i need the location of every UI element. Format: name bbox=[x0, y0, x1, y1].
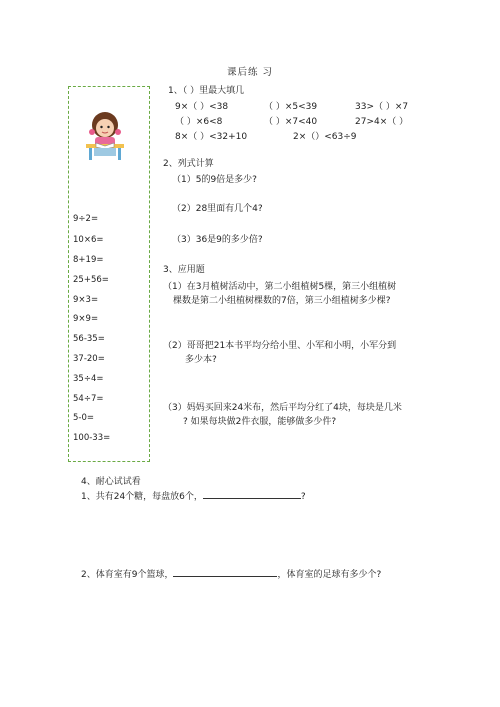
question-text: 2、体育室有9个篮球， bbox=[81, 570, 174, 580]
question-1 bbox=[81, 489, 306, 502]
word-problem-line: ? 如果每块做2件衣服，能够做多少件? bbox=[183, 417, 337, 427]
question-text: 1、共有24个糖，每盘放6个， bbox=[81, 492, 203, 502]
drill-item: 9÷2= bbox=[73, 214, 99, 224]
answer-blank[interactable] bbox=[203, 489, 301, 499]
drill-item: 56-35= bbox=[73, 334, 105, 344]
drill-item: 100-33= bbox=[73, 433, 111, 443]
fill-item: 27>4×（ ） bbox=[355, 117, 409, 127]
drill-item: 9×3= bbox=[73, 295, 99, 305]
drill-item: 35÷4= bbox=[73, 374, 104, 384]
section-2-heading: 2、列式计算 bbox=[163, 159, 214, 169]
question-item: （2）28里面有几个4? bbox=[172, 204, 263, 214]
drill-item: 10×6= bbox=[73, 235, 104, 245]
word-problem-line: 棵数是第二小组植树棵数的7倍，第三小组植树多少棵? bbox=[173, 296, 391, 306]
section-3-heading: 3、应用题 bbox=[163, 265, 205, 275]
fill-item: 9×（ ）<38 bbox=[175, 102, 229, 112]
word-problem-line: （1）在3月植树活动中，第二小组植树5棵，第三小组植树 bbox=[163, 282, 397, 292]
drill-item: 25+56= bbox=[73, 275, 109, 285]
question-text: ，体育室的足球有多少个? bbox=[277, 570, 382, 580]
drill-item: 54÷7= bbox=[73, 394, 104, 404]
fill-item: （ ）×6<8 bbox=[175, 117, 223, 127]
fill-item: 8×（ ）<32+10 bbox=[175, 132, 248, 142]
fill-item: 33>（ ）×7 bbox=[355, 102, 409, 112]
question-text: ? bbox=[300, 492, 306, 502]
word-problem-line: 多少本? bbox=[185, 355, 217, 365]
question-item: （1）5的9倍是多少? bbox=[172, 175, 257, 185]
drill-item: 9×9= bbox=[73, 314, 99, 324]
word-problem-line: （3）妈妈买回来24米布，然后平均分红了4块，每块是几米 bbox=[163, 403, 402, 413]
drill-item: 8+19= bbox=[73, 255, 104, 265]
answer-blank[interactable] bbox=[173, 567, 277, 577]
student-reading-icon bbox=[82, 110, 128, 162]
section-4-heading: 4、耐心试试看 bbox=[81, 477, 141, 487]
fill-item: 2×（）<63÷9 bbox=[293, 132, 357, 142]
drill-item: 37-20= bbox=[73, 354, 105, 364]
fill-item: （ ）×5<39 bbox=[264, 102, 318, 112]
drill-item: 5-0= bbox=[73, 413, 95, 423]
fill-item: （ ）×7<40 bbox=[264, 117, 318, 127]
question-item: （3）36是9的多少倍? bbox=[172, 235, 263, 245]
section-1-heading: 1、（ ）里最大填几 bbox=[168, 86, 245, 96]
question-2 bbox=[81, 567, 381, 580]
page-title: 课后练 习 bbox=[226, 67, 274, 78]
word-problem-line: （2）哥哥把21本书平均分给小里、小军和小明，小军分到 bbox=[163, 341, 397, 351]
